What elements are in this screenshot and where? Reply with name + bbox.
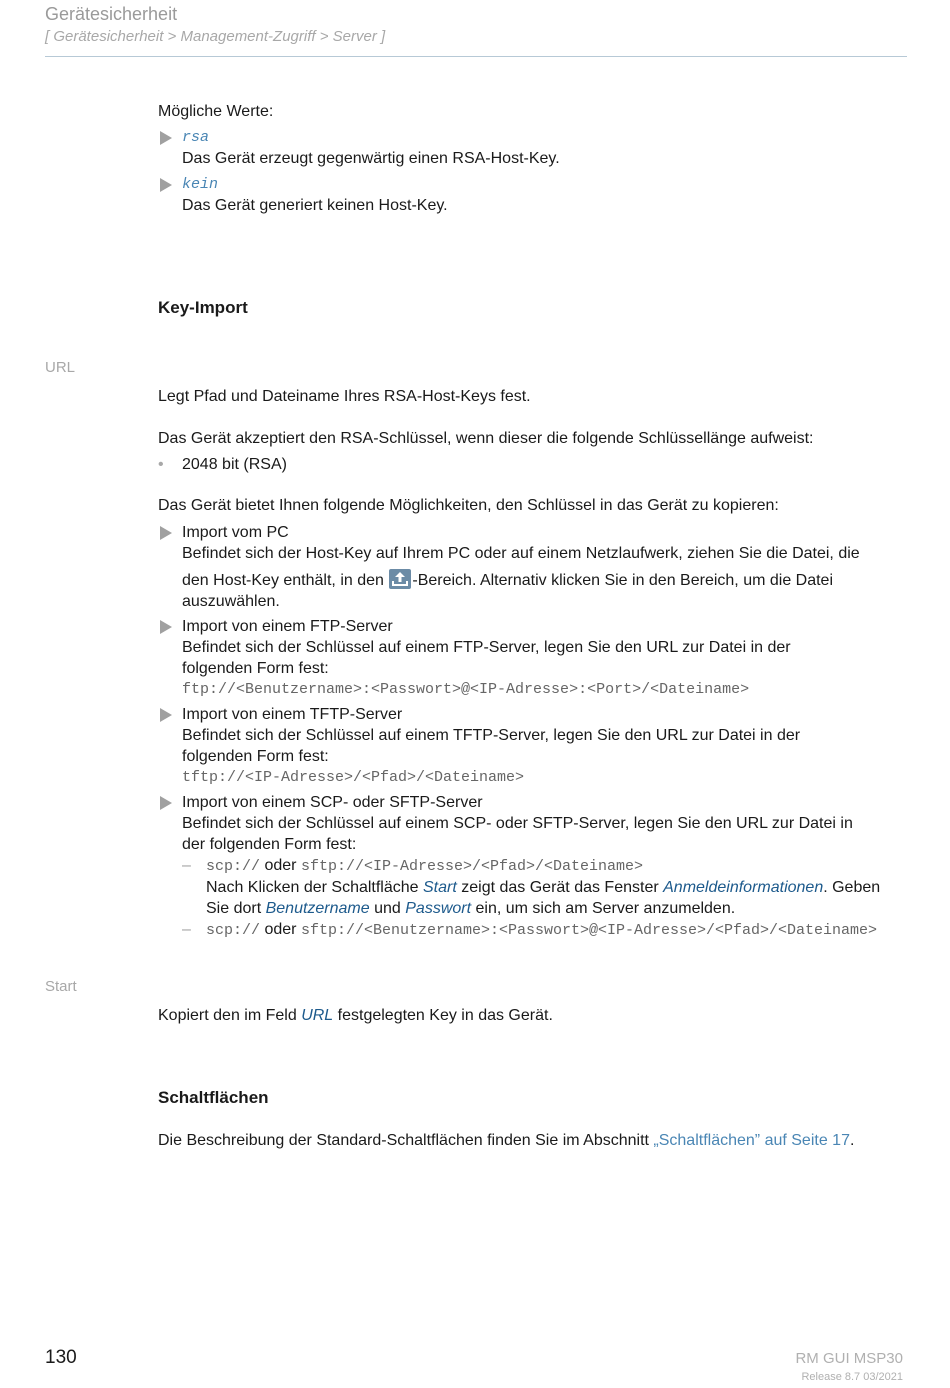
page-number: 130	[45, 1347, 77, 1368]
field-label-url: URL	[45, 359, 76, 376]
url-description: Legt Pfad und Dateiname Ihres RSA-Host-Keys fest.	[158, 388, 531, 405]
header-title: Gerätesicherheit	[45, 4, 178, 24]
list-item	[158, 454, 908, 475]
upload-icon	[389, 569, 411, 589]
option-text: folgenden Form fest:	[182, 660, 329, 677]
option-import-pc	[158, 522, 908, 612]
value-desc: Das Gerät generiert keinen Host-Key.	[182, 197, 448, 214]
value-code: rsa	[182, 129, 210, 146]
triangle-right-icon	[160, 796, 172, 810]
option-import-scp-sftp	[158, 792, 908, 941]
dash-icon: –	[182, 921, 191, 938]
value-code: kein	[182, 176, 219, 193]
value-desc: Das Gerät erzeugt gegenwärtig einen RSA-Host-Key.	[182, 150, 560, 167]
accept-text: Das Gerät akzeptiert den RSA-Schlüssel, wenn dieser die folgende Schlüssellänge aufweist:	[158, 430, 814, 447]
option-text-line: den Host-Key enthält, in den -Bereich. Alternativ klicken Sie in den Bereich, um die Datei	[182, 569, 908, 591]
triangle-right-icon	[160, 708, 172, 722]
option-text: der folgenden Form fest:	[182, 836, 357, 853]
triangle-right-icon	[160, 131, 172, 145]
link-schaltflaechen[interactable]: „Schaltflächen” auf Seite 17	[653, 1132, 850, 1149]
buttons-description: Die Beschreibung der Standard-Schaltflächen finden Sie im Abschnitt „Schaltflächen” auf Seite 17.	[158, 1132, 855, 1149]
option-import-ftp	[158, 616, 908, 701]
option-text: auszuwählen.	[182, 593, 280, 610]
dash-item: – scp:// oder sftp://<Benutzername>:<Passwort>@<IP-Adresse>/<Pfad>/<Dateiname>	[182, 921, 878, 939]
field-label-start: Start	[45, 978, 77, 995]
url-format-code: ftp://<Benutzername>:<Passwort>@<IP-Adresse>:<Port>/<Dateiname>	[182, 681, 750, 698]
reference-start: Start	[423, 879, 457, 896]
options-intro: Das Gerät bietet Ihnen folgende Möglichkeiten, den Schlüssel in das Gerät zu kopieren:	[158, 497, 779, 514]
url-format-code: tftp://<IP-Adresse>/<Pfad>/<Dateiname>	[182, 769, 525, 786]
triangle-right-icon	[160, 526, 172, 540]
reference-window: Anmeldeinformationen	[663, 879, 824, 896]
dash-item: – scp:// oder sftp://<IP-Adresse>/<Pfad>/<Dateiname> Nach Klicken der Schaltfläche Start zeigt das Gerät das Fenster Anmeldeinformationen. Geben Sie dort Benutzername und Passwort ein, um sich am Server anzumelden.	[182, 857, 881, 917]
triangle-right-icon	[160, 620, 172, 634]
option-text: Befindet sich der Schlüssel auf einem TFTP-Server, legen Sie den URL zur Datei in der	[182, 727, 801, 744]
option-title: Import von einem FTP-Server	[182, 618, 393, 635]
triangle-right-icon	[160, 178, 172, 192]
reference-username: Benutzername	[265, 900, 370, 917]
option-title: Import von einem TFTP-Server	[182, 706, 403, 723]
reference-url: URL	[301, 1007, 334, 1024]
bullet-text: 2048 bit (RSA)	[182, 456, 287, 473]
option-text: Befindet sich der Schlüssel auf einem SCP- oder SFTP-Server, legen Sie den URL zur Datei in	[182, 815, 853, 832]
breadcrumb: [ Gerätesicherheit > Management-Zugriff > Server ]	[45, 28, 386, 45]
option-text: Befindet sich der Host-Key auf Ihrem PC oder auf einem Netzlaufwerk, ziehen Sie die Datei, die	[182, 545, 860, 562]
option-title: Import von einem SCP- oder SFTP-Server	[182, 794, 483, 811]
value-item-rsa	[158, 127, 908, 169]
reference-password: Passwort	[405, 900, 472, 917]
footer-release: Release 8.7 03/2021	[801, 1371, 903, 1383]
option-title: Import vom PC	[182, 524, 289, 541]
start-description: Kopiert den im Feld URL festgelegten Key in das Gerät.	[158, 1007, 553, 1024]
section-heading-buttons: Schaltflächen	[158, 1088, 269, 1107]
footer-product: RM GUI MSP30	[795, 1350, 903, 1367]
option-text: folgenden Form fest:	[182, 748, 329, 765]
header-divider	[45, 56, 907, 57]
option-text: Befindet sich der Schlüssel auf einem FTP-Server, legen Sie den URL zur Datei in der	[182, 639, 791, 656]
values-intro: Mögliche Werte:	[158, 103, 274, 120]
dash-icon: –	[182, 857, 191, 874]
section-heading-key-import: Key-Import	[158, 298, 248, 317]
option-import-tftp	[158, 704, 908, 789]
bullet-dot-icon: •	[158, 456, 164, 473]
value-item-kein	[158, 174, 908, 216]
